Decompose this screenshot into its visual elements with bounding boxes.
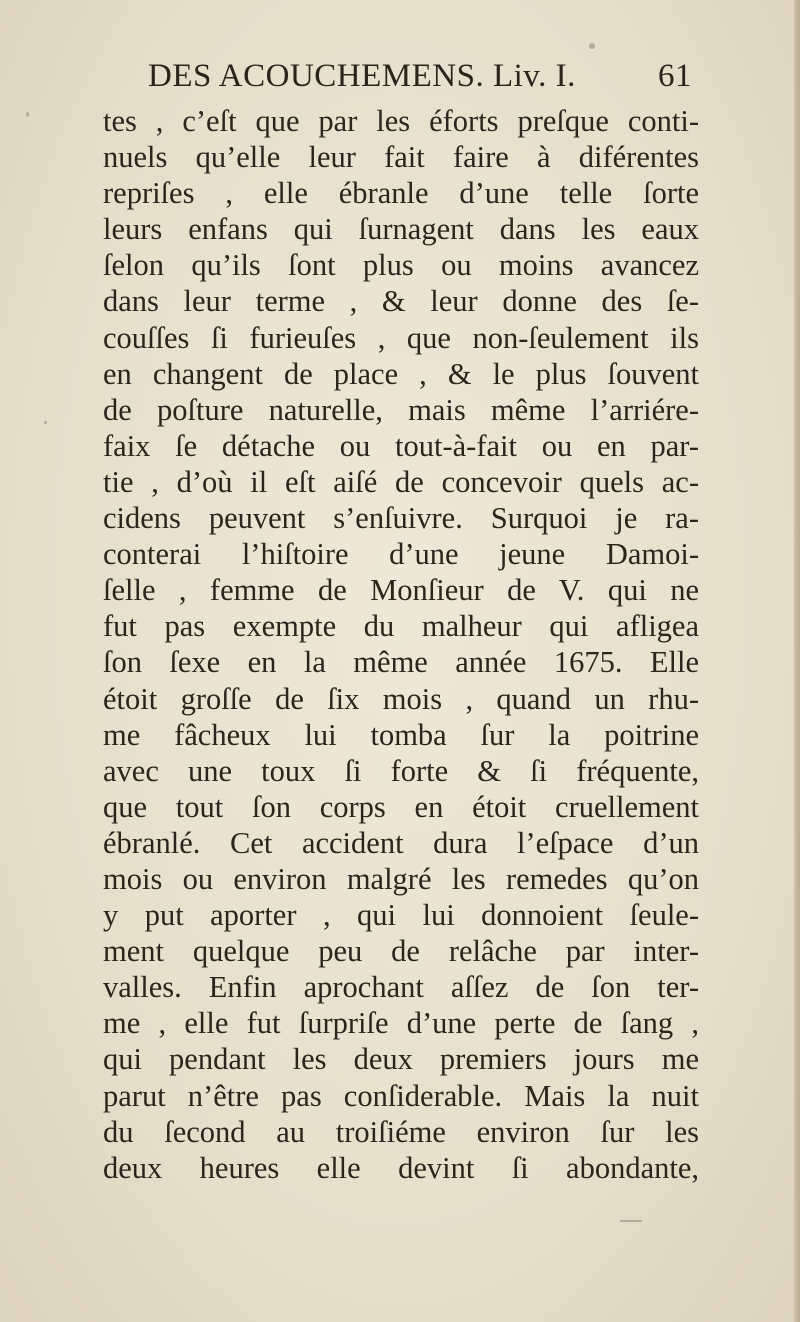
text-line: valles. Enfin aprochant aſſez de ſon ter- [103, 970, 699, 1005]
text-line: ment quelque peu de relâche par inter- [103, 934, 699, 969]
text-line: ſelle , femme de Monſieur de V. qui ne [103, 573, 699, 608]
text-line: faix ſe détache ou tout-à-fait ou en par- [103, 428, 699, 463]
text-line: repriſes , elle ébranle d’une telle ſorte [103, 176, 699, 211]
paper-speck [620, 1220, 642, 1222]
text-line: ſelon qu’ils ſont plus ou moins avancez [103, 248, 699, 283]
text-line: mois ou environ malgré les remedes qu’on [103, 861, 699, 896]
text-line: ſon ſexe en la même année 1675. Elle [103, 645, 699, 680]
text-line: me fâcheux lui tomba ſur la poitrine [103, 717, 699, 752]
text-line: cidens peuvent s’enſuivre. Surquoi je ra- [103, 501, 699, 536]
page-edge [794, 0, 800, 1322]
text-line: qui pendant les deux premiers jours me [103, 1042, 699, 1077]
text-line: parut n’être pas conſiderable. Mais la nuit [103, 1078, 699, 1113]
page-number: 61 [658, 58, 692, 94]
text-line: nuels qu’elle leur fait faire à diférentes [103, 140, 699, 175]
paper-speck [44, 421, 47, 424]
body-text [103, 103, 699, 1186]
text-line: avec une toux ſi forte & ſi fréquente, [103, 753, 699, 788]
running-head-title: DES ACOUCHEMENS. Liv. I. [148, 58, 576, 94]
text-line: me , elle fut ſurpriſe d’une perte de ſang , [103, 1006, 699, 1041]
text-line: tes , c’eſt que par les éforts preſque conti- [103, 104, 699, 138]
text-line: couſſes ſi furieuſes , que non-ſeulement ils [103, 320, 699, 355]
text-line: tie , d’où il eſt aiſé de concevoir quels ac- [103, 464, 699, 499]
text-line: dans leur terme , & leur donne des ſe- [103, 284, 699, 319]
text-line: en changent de place , & le plus ſouvent [103, 356, 699, 391]
text-line: leurs enfans qui ſurnagent dans les eaux [103, 212, 699, 247]
text-line: que tout ſon corps en étoit cruellement [103, 789, 699, 824]
text-line: deux heures elle devint ſi abondante, [103, 1150, 699, 1185]
paper-speck [26, 112, 29, 117]
text-line: y put aporter , qui lui donnoient ſeule- [103, 898, 699, 933]
running-head [148, 58, 692, 102]
text-line: étoit groſſe de ſix mois , quand un rhu- [103, 681, 699, 716]
paper-speck [589, 43, 595, 49]
text-line: de poſture naturelle, mais même l’arriére- [103, 392, 699, 427]
text-line: ébranlé. Cet accident dura l’eſpace d’un [103, 825, 699, 860]
text-line: du ſecond au troiſiéme environ ſur les [103, 1114, 699, 1149]
text-line: fut pas exempte du malheur qui afligea [103, 609, 699, 644]
text-line: conterai l’hiſtoire d’une jeune Damoi- [103, 537, 699, 572]
